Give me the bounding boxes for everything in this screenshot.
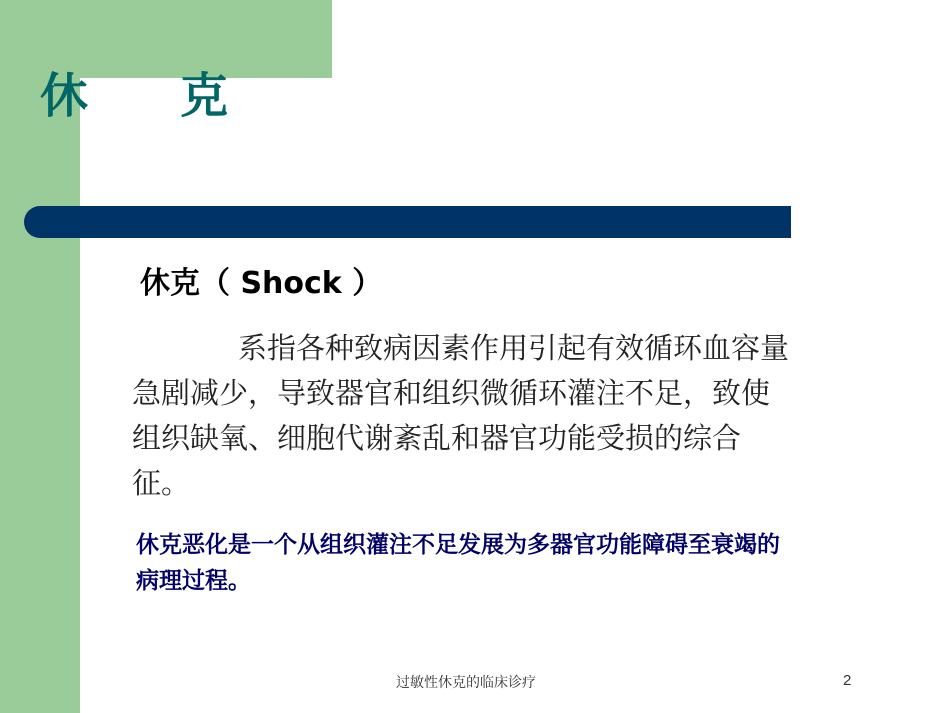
footer-text: 过敏性休克的临床诊疗: [396, 675, 536, 691]
emphasis-text: 休克恶化是一个从组织灌注不足发展为多器官功能障碍至衰竭的病理过程。: [136, 532, 780, 594]
page-number: 2: [843, 672, 852, 689]
term-heading: 休克（ Shock ）: [140, 266, 383, 301]
title-divider-bar: [24, 206, 791, 238]
definition-text: 系指各种致病因素作用引起有效循环血容量急剧减少，导致器官和组织微循环灌注不足，致使组织缺氧、细胞代谢紊乱和器官功能受损的综合征。: [132, 331, 790, 500]
slide-title: 休克: [40, 68, 321, 124]
